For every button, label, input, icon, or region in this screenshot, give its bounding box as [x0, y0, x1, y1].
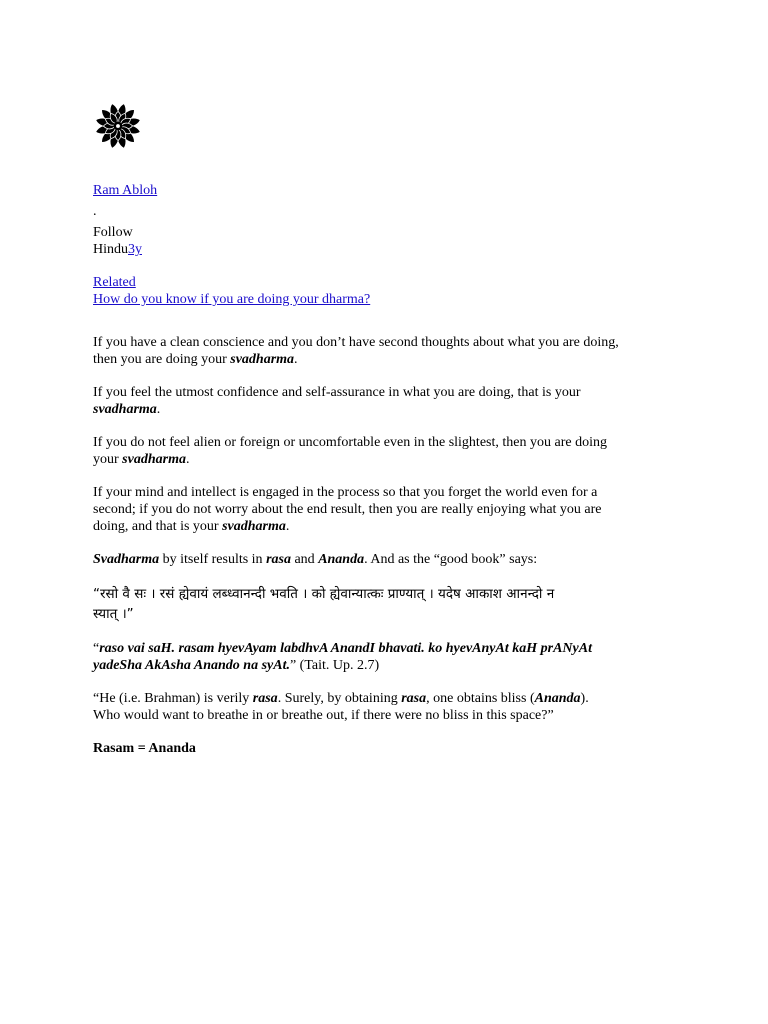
related-question-link[interactable]: How do you know if you are doing your dharma?: [93, 292, 371, 307]
translation-term-rasa-1: rasa: [252, 691, 278, 706]
sanskrit-line-1: “रसो वै सः । रसं ह्येवायं लब्ध्वानन्दी भवति । को ह्येवान्यात्कः प्राण्यात् । यदेष आकाश आनन्दो न: [93, 586, 555, 602]
p4-line-1: If your mind and intellect is engaged in the process so that you forget the world even for a: [93, 485, 598, 500]
sanskrit-quote: [93, 584, 683, 624]
paragraph-3: [93, 434, 683, 468]
closing-statement: Rasam = Ananda: [93, 741, 196, 756]
follow-button[interactable]: Follow: [93, 225, 133, 240]
p5-text-1: by itself results in: [159, 552, 267, 567]
translit-line-2: yadeSha AkAsha Anando na syAt.: [93, 658, 290, 673]
topic-label: Hindu: [93, 242, 128, 257]
answer-time-link[interactable]: 3y: [128, 242, 142, 257]
translation-text-2: . Surely, by obtaining: [277, 691, 402, 706]
translation-text-1: “He (i.e. Brahman) is verily: [93, 691, 253, 706]
p2-end: .: [156, 402, 161, 417]
p3-end: .: [185, 452, 190, 467]
translation: [93, 690, 683, 724]
author-link[interactable]: Ram Abloh: [93, 183, 158, 198]
transliteration: [93, 640, 683, 674]
p5-text-2: and: [290, 552, 319, 567]
translation-term-rasa-2: rasa: [401, 691, 427, 706]
paragraph-2: [93, 384, 683, 418]
p2-emphasis: svadharma: [93, 402, 157, 417]
p1-line-1: If you have a clean conscience and you don’t have second thoughts about what you are doing,: [93, 335, 619, 350]
p5-term-svadharma: Svadharma: [93, 552, 160, 567]
paragraph-5: [93, 551, 683, 568]
p4-emphasis: svadharma: [222, 519, 286, 534]
p1-end: .: [294, 352, 298, 367]
translation-term-ananda: Ananda: [534, 691, 581, 706]
translation-text-3: , one obtains bliss (: [426, 691, 535, 706]
p4-line-3: doing, and that is your: [93, 519, 223, 534]
related-label[interactable]: Related: [93, 275, 136, 290]
p1-emphasis: svadharma: [230, 352, 295, 367]
sanskrit-line-2: स्यात् ।”: [93, 606, 134, 622]
answer-page: [93, 100, 683, 757]
translit-line-1: raso vai saH. rasam hyevAyam labdhvA AnandI bhavati. ko hyevAnyAt kaH prANyAt: [99, 641, 592, 656]
translation-line-2: Who would want to breathe in or breathe out, if there were no bliss in this space?”: [93, 708, 554, 723]
translit-citation: ” (Tait. Up. 2.7): [289, 658, 380, 673]
p2-line-1: If you feel the utmost confidence and self-assurance in what you are doing, that is your: [93, 385, 581, 400]
p4-end: .: [285, 519, 290, 534]
topic-line: [93, 241, 683, 258]
paragraph-1: [93, 334, 683, 368]
translation-text-4: ).: [580, 691, 589, 706]
p3-line-2: your: [93, 452, 123, 467]
p5-term-ananda: Ananda: [318, 552, 365, 567]
p4-line-2: second; if you do not worry about the end result, then you are really enjoying what you are: [93, 502, 602, 517]
p3-emphasis: svadharma: [122, 452, 186, 467]
p5-term-rasa: rasa: [266, 552, 291, 567]
p1-line-2: then you are doing your: [93, 352, 231, 367]
translit-open-quote: “: [93, 641, 100, 656]
p5-text-3: . And as the “good book” says:: [364, 552, 538, 567]
mandala-logo-icon: [93, 100, 143, 152]
paragraph-4: [93, 484, 683, 535]
p3-line-1: If you do not feel alien or foreign or uncomfortable even in the slightest, then you are doing: [93, 435, 607, 450]
separator-dot: .: [93, 204, 97, 219]
